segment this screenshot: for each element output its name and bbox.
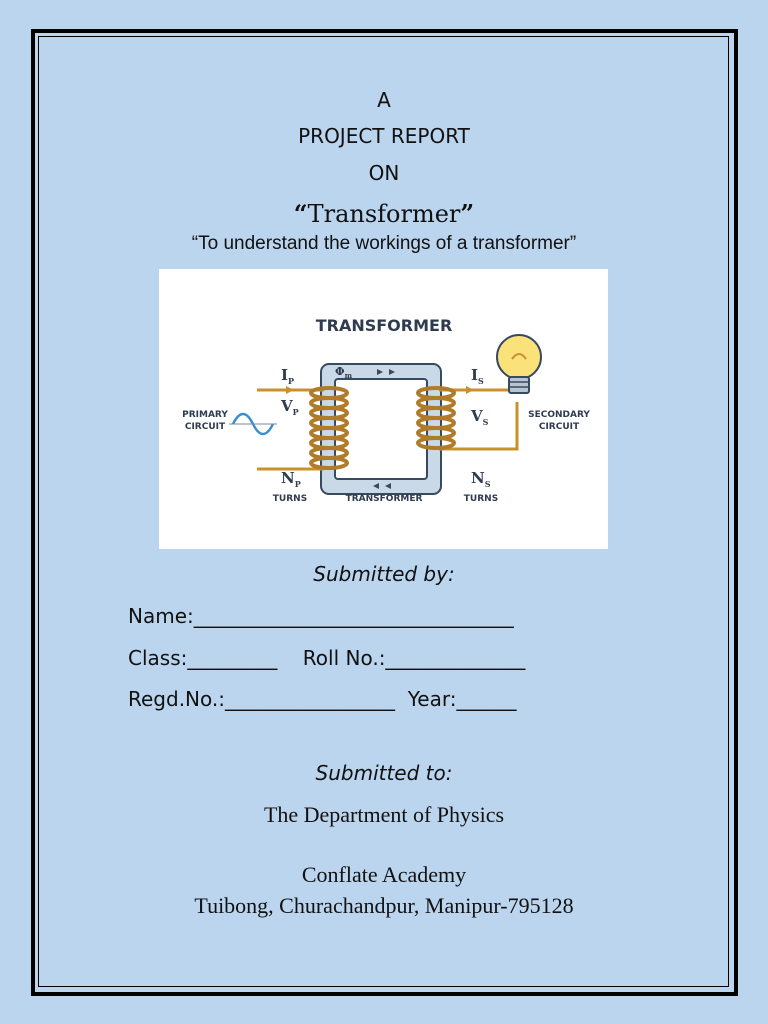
primary-coil: [311, 388, 347, 468]
primary-label-2: CIRCUIT: [184, 422, 226, 432]
header-on: ON: [368, 161, 400, 185]
department-name: The Department of Physics: [263, 802, 505, 827]
light-bulb-icon: [497, 335, 541, 393]
secondary-label-1: SECONDARY: [528, 410, 590, 420]
project-topic: [0, 199, 768, 228]
class-roll-field-line: Class:_________ Roll No.:______________: [128, 646, 526, 670]
flux-symbol: $\Phi_m$: [335, 365, 353, 380]
secondary-coil: [418, 388, 454, 448]
name-field-line: Name:________________________________: [128, 604, 514, 628]
turns-left-label: TURNS: [272, 494, 308, 504]
academy-address: Tuibong, Churachandpur, Manipur-795128: [194, 893, 574, 918]
illustration-title: TRANSFORMER: [315, 316, 453, 335]
transformer-illustration: [159, 269, 608, 549]
academy-name: Conflate Academy: [301, 862, 467, 887]
topic-text: Transformer: [307, 200, 461, 228]
secondary-current-arrow: [466, 386, 474, 394]
secondary-label-2: CIRCUIT: [538, 422, 580, 432]
header-line-a: A: [377, 88, 391, 112]
primary-label-1: PRIMARY: [182, 410, 228, 420]
project-subtitle: “To understand the workings of a transformer”: [191, 233, 577, 254]
secondary-turns-symbol: $N_S$: [471, 469, 491, 489]
regd-year-field-line: Regd.No.:_________________ Year:______: [128, 687, 517, 711]
core-label: TRANSFORMER: [345, 494, 423, 504]
secondary-current-symbol: $I_S$: [471, 366, 484, 386]
primary-current-symbol: $I_P$: [281, 366, 295, 386]
secondary-voltage-symbol: $V_S$: [471, 407, 489, 427]
submitted-by-heading: Submitted by:: [313, 562, 455, 586]
primary-current-arrow: [286, 386, 294, 394]
header-project-report: PROJECT REPORT: [298, 124, 470, 148]
topic-close-quote: ”: [460, 199, 475, 228]
primary-voltage-symbol: $V_P$: [281, 397, 299, 417]
turns-right-label: TURNS: [463, 494, 499, 504]
primary-turns-symbol: $N_P$: [281, 469, 301, 489]
topic-open-quote: “: [293, 199, 308, 228]
submitted-to-heading: Submitted to:: [315, 761, 453, 785]
